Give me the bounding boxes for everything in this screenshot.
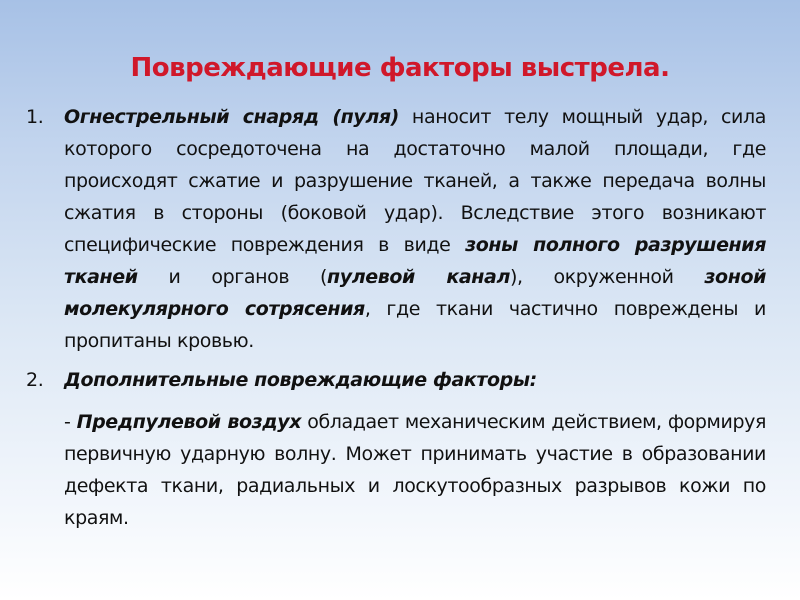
list-item-number: 1. — [26, 106, 44, 128]
list-item — [26, 101, 766, 357]
text-run: - — [64, 411, 77, 433]
list-item-number: 2. — [26, 369, 44, 391]
slide-content — [26, 101, 766, 534]
list-item — [26, 364, 766, 396]
slide-title: Повреждающие факторы выстрела. — [130, 53, 670, 83]
emphasized-text: Предпулевой воздух — [76, 411, 302, 433]
emphasized-text: Дополнительные повреждающие факторы: — [64, 369, 537, 391]
list-item-text — [64, 364, 766, 396]
text-run: и органов ( — [137, 266, 328, 288]
emphasized-text: зоной молекулярного сотрясения — [64, 266, 767, 320]
emphasized-text: зоны полного разрушения тканей — [64, 234, 766, 288]
list-item-text — [64, 101, 766, 357]
text-run: наносит телу мощный удар, сила которого сосредоточена на достаточно малой площади, где происходят сжатие и разрушение тканей, а также передача волны сжатия в стороны (боковой удар). Вследствие этого возникают специфические повреждения в виде — [64, 106, 766, 256]
emphasized-text: Огнестрельный снаряд (пуля) — [64, 106, 399, 128]
text-run: , где ткани частично повреждены и пропитаны кровью. — [64, 298, 766, 352]
emphasized-text: пулевой канал — [327, 266, 510, 288]
text-run: ), окруженной — [509, 266, 705, 288]
sub-paragraph — [26, 406, 766, 534]
text-run: обладает механическим действием, формируя первичную ударную волну. Может принимать участие в образовании дефекта ткани, радиальных и лоскутообразных разрывов кожи по краям. — [64, 411, 766, 529]
